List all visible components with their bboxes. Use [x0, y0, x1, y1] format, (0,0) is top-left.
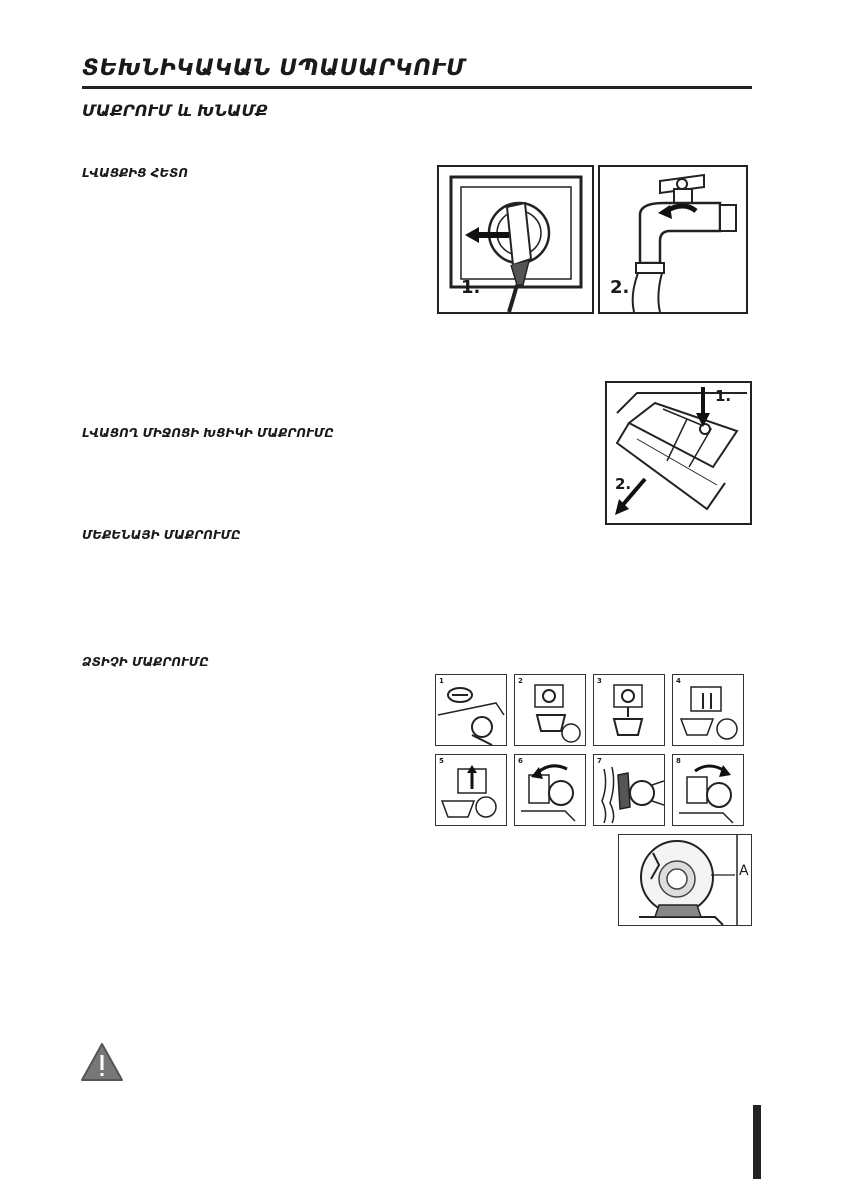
figure-label: 1.	[715, 387, 732, 405]
step-illustration	[673, 675, 743, 745]
step-illustration	[436, 675, 506, 745]
section-heading-filter: ՁՏԻՉԻ ՄԱՔՐՈՒՄԸ	[82, 655, 209, 669]
step-number: 7	[597, 757, 602, 765]
figure-label: 2.	[615, 475, 632, 493]
step-illustration	[436, 755, 506, 825]
step-number: 1	[439, 677, 444, 685]
filter-step-8	[672, 754, 744, 826]
step-number: 5	[439, 757, 444, 765]
step-illustration	[515, 675, 585, 745]
close-tap-figure	[598, 165, 748, 314]
section-heading-drawer: ԼՎԱՑՈՂ ՄԻՋՈՑԻ ԽՑԻԿԻ ՄԱՔՐՈՒՄԸ	[82, 426, 334, 440]
step-number: 4	[676, 677, 681, 685]
step-illustration	[594, 755, 664, 825]
filter-step-7	[593, 754, 665, 826]
filter-detail-label: A	[739, 863, 749, 879]
step-illustration	[594, 675, 664, 745]
page-title: ՏԵԽՆԻԿԱԿԱՆ ՍՊԱՍԱՐԿՈՒՄ	[82, 56, 466, 81]
filter-detail-illustration	[619, 835, 751, 925]
step-illustration	[673, 755, 743, 825]
filter-detail-figure	[618, 834, 752, 926]
filter-step-6	[514, 754, 586, 826]
filter-step-4	[672, 674, 744, 746]
title-rule	[82, 86, 752, 89]
warning-triangle-icon	[80, 1042, 124, 1082]
section-heading-body: ՄԵՔԵՆԱՅԻ ՄԱՔՐՈՒՄԸ	[82, 528, 241, 542]
detergent-drawer-figure	[605, 381, 752, 525]
page-subtitle: ՄԱՔՐՈՒՄ և ԽՆԱՄՔ	[82, 101, 268, 120]
filter-step-2	[514, 674, 586, 746]
step-number: 2	[518, 677, 523, 685]
step-number: 8	[676, 757, 681, 765]
warning-icon-shape	[80, 1042, 124, 1082]
section-heading-unplug: ԼՎԱՑՔԻՑ ՀԵՏՈ	[82, 166, 189, 180]
step-illustration	[515, 755, 585, 825]
page-edge-marker	[753, 1105, 761, 1179]
filter-step-1	[435, 674, 507, 746]
step-number: 6	[518, 757, 523, 765]
filter-step-3	[593, 674, 665, 746]
figure-label: 2.	[610, 277, 630, 298]
filter-step-5	[435, 754, 507, 826]
unplug-socket-figure	[437, 165, 594, 314]
figure-label: 1.	[461, 277, 481, 298]
step-number: 3	[597, 677, 602, 685]
